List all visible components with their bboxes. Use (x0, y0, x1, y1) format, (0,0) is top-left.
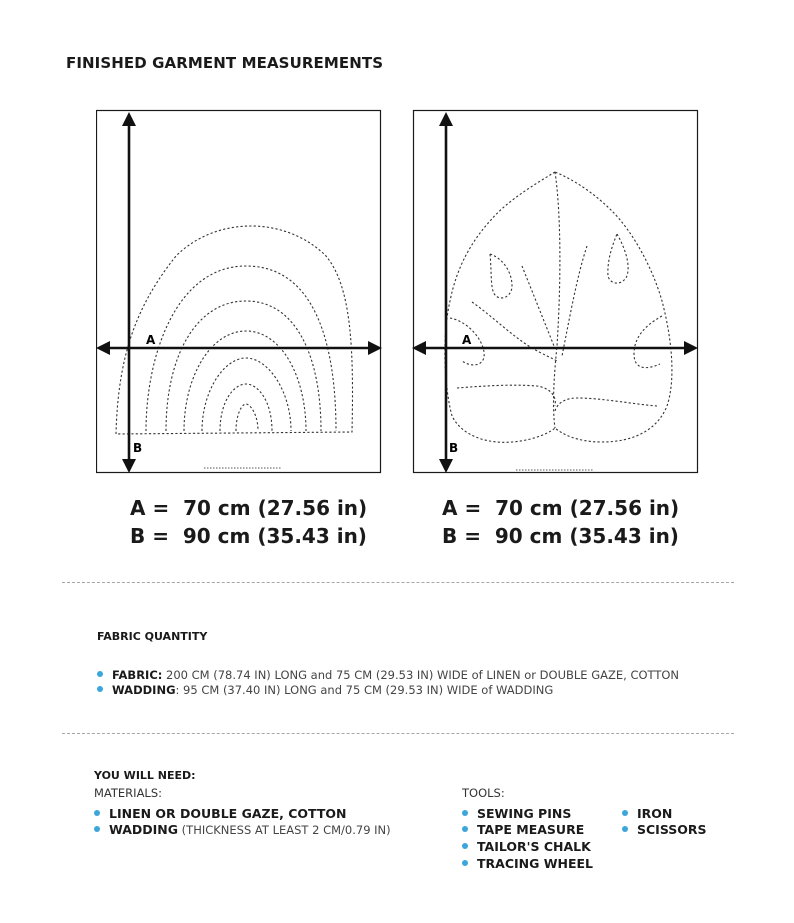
bullet-icon (622, 826, 628, 832)
rainbow-dotted-outline (116, 226, 353, 434)
you-will-need-heading: YOU WILL NEED: (94, 769, 196, 782)
panel-frame (414, 111, 698, 473)
fabric-item: FABRIC: 200 CM (78.74 IN) LONG and 75 CM (29.53 IN) WIDE of LINEN or DOUBLE GAZE, COTTON (97, 667, 679, 683)
fabric-heading: FABRIC QUANTITY (97, 630, 208, 643)
measurement-b: B = 90 cm (35.43 in) (442, 524, 679, 548)
measurement-block-leaf (442, 494, 679, 550)
divider (62, 733, 734, 734)
tool-item: TRACING WHEEL (462, 856, 593, 872)
diagram-leaf (412, 106, 700, 476)
label-b: B (449, 441, 459, 455)
arrow-b-head-bottom (122, 459, 136, 473)
leaf-dotted-outline (445, 172, 672, 442)
panel-frame (97, 111, 381, 473)
diagram-rainbow (96, 106, 384, 476)
bullet-icon (94, 826, 100, 832)
rainbow-figure (96, 106, 384, 476)
arrow-b-head-bottom (439, 459, 453, 473)
label-b: B (133, 441, 143, 455)
measurement-b: B = 90 cm (35.43 in) (130, 524, 367, 548)
arrow-a-head-right (684, 341, 698, 355)
arrow-b-head-top (122, 112, 136, 126)
measurement-block-rainbow (130, 494, 367, 550)
bullet-icon (97, 671, 103, 677)
bullet-icon (462, 860, 468, 866)
measurement-a: A = 70 cm (27.56 in) (130, 496, 368, 520)
arrow-a-head-left (96, 341, 110, 355)
materials-label: MATERIALS: (94, 786, 163, 800)
bullet-icon (462, 843, 468, 849)
tool-item: TAPE MEASURE (462, 822, 584, 838)
bullet-icon (97, 686, 103, 692)
divider (62, 582, 734, 583)
bullet-icon (94, 810, 100, 816)
tool-item: SEWING PINS (462, 806, 571, 822)
bullet-icon (462, 826, 468, 832)
leaf-figure (412, 106, 700, 476)
bullet-icon (622, 810, 628, 816)
label-a: A (146, 333, 156, 347)
tool-item: SCISSORS (622, 822, 707, 838)
wadding-item: WADDING: 95 CM (37.40 IN) LONG and 75 CM (29.53 IN) WIDE of WADDING (97, 682, 553, 698)
label-a: A (462, 333, 472, 347)
arrow-b-head-top (439, 112, 453, 126)
page-title: FINISHED GARMENT MEASUREMENTS (66, 54, 384, 72)
measurement-a: A = 70 cm (27.56 in) (442, 496, 680, 520)
tool-item: IRON (622, 806, 672, 822)
tool-item: TAILOR'S CHALK (462, 839, 591, 855)
tools-label: TOOLS: (462, 786, 505, 800)
bullet-icon (462, 810, 468, 816)
material-item: LINEN OR DOUBLE GAZE, COTTON (94, 806, 346, 822)
material-item: WADDING (THICKNESS AT LEAST 2 CM/0.79 IN) (94, 822, 391, 838)
